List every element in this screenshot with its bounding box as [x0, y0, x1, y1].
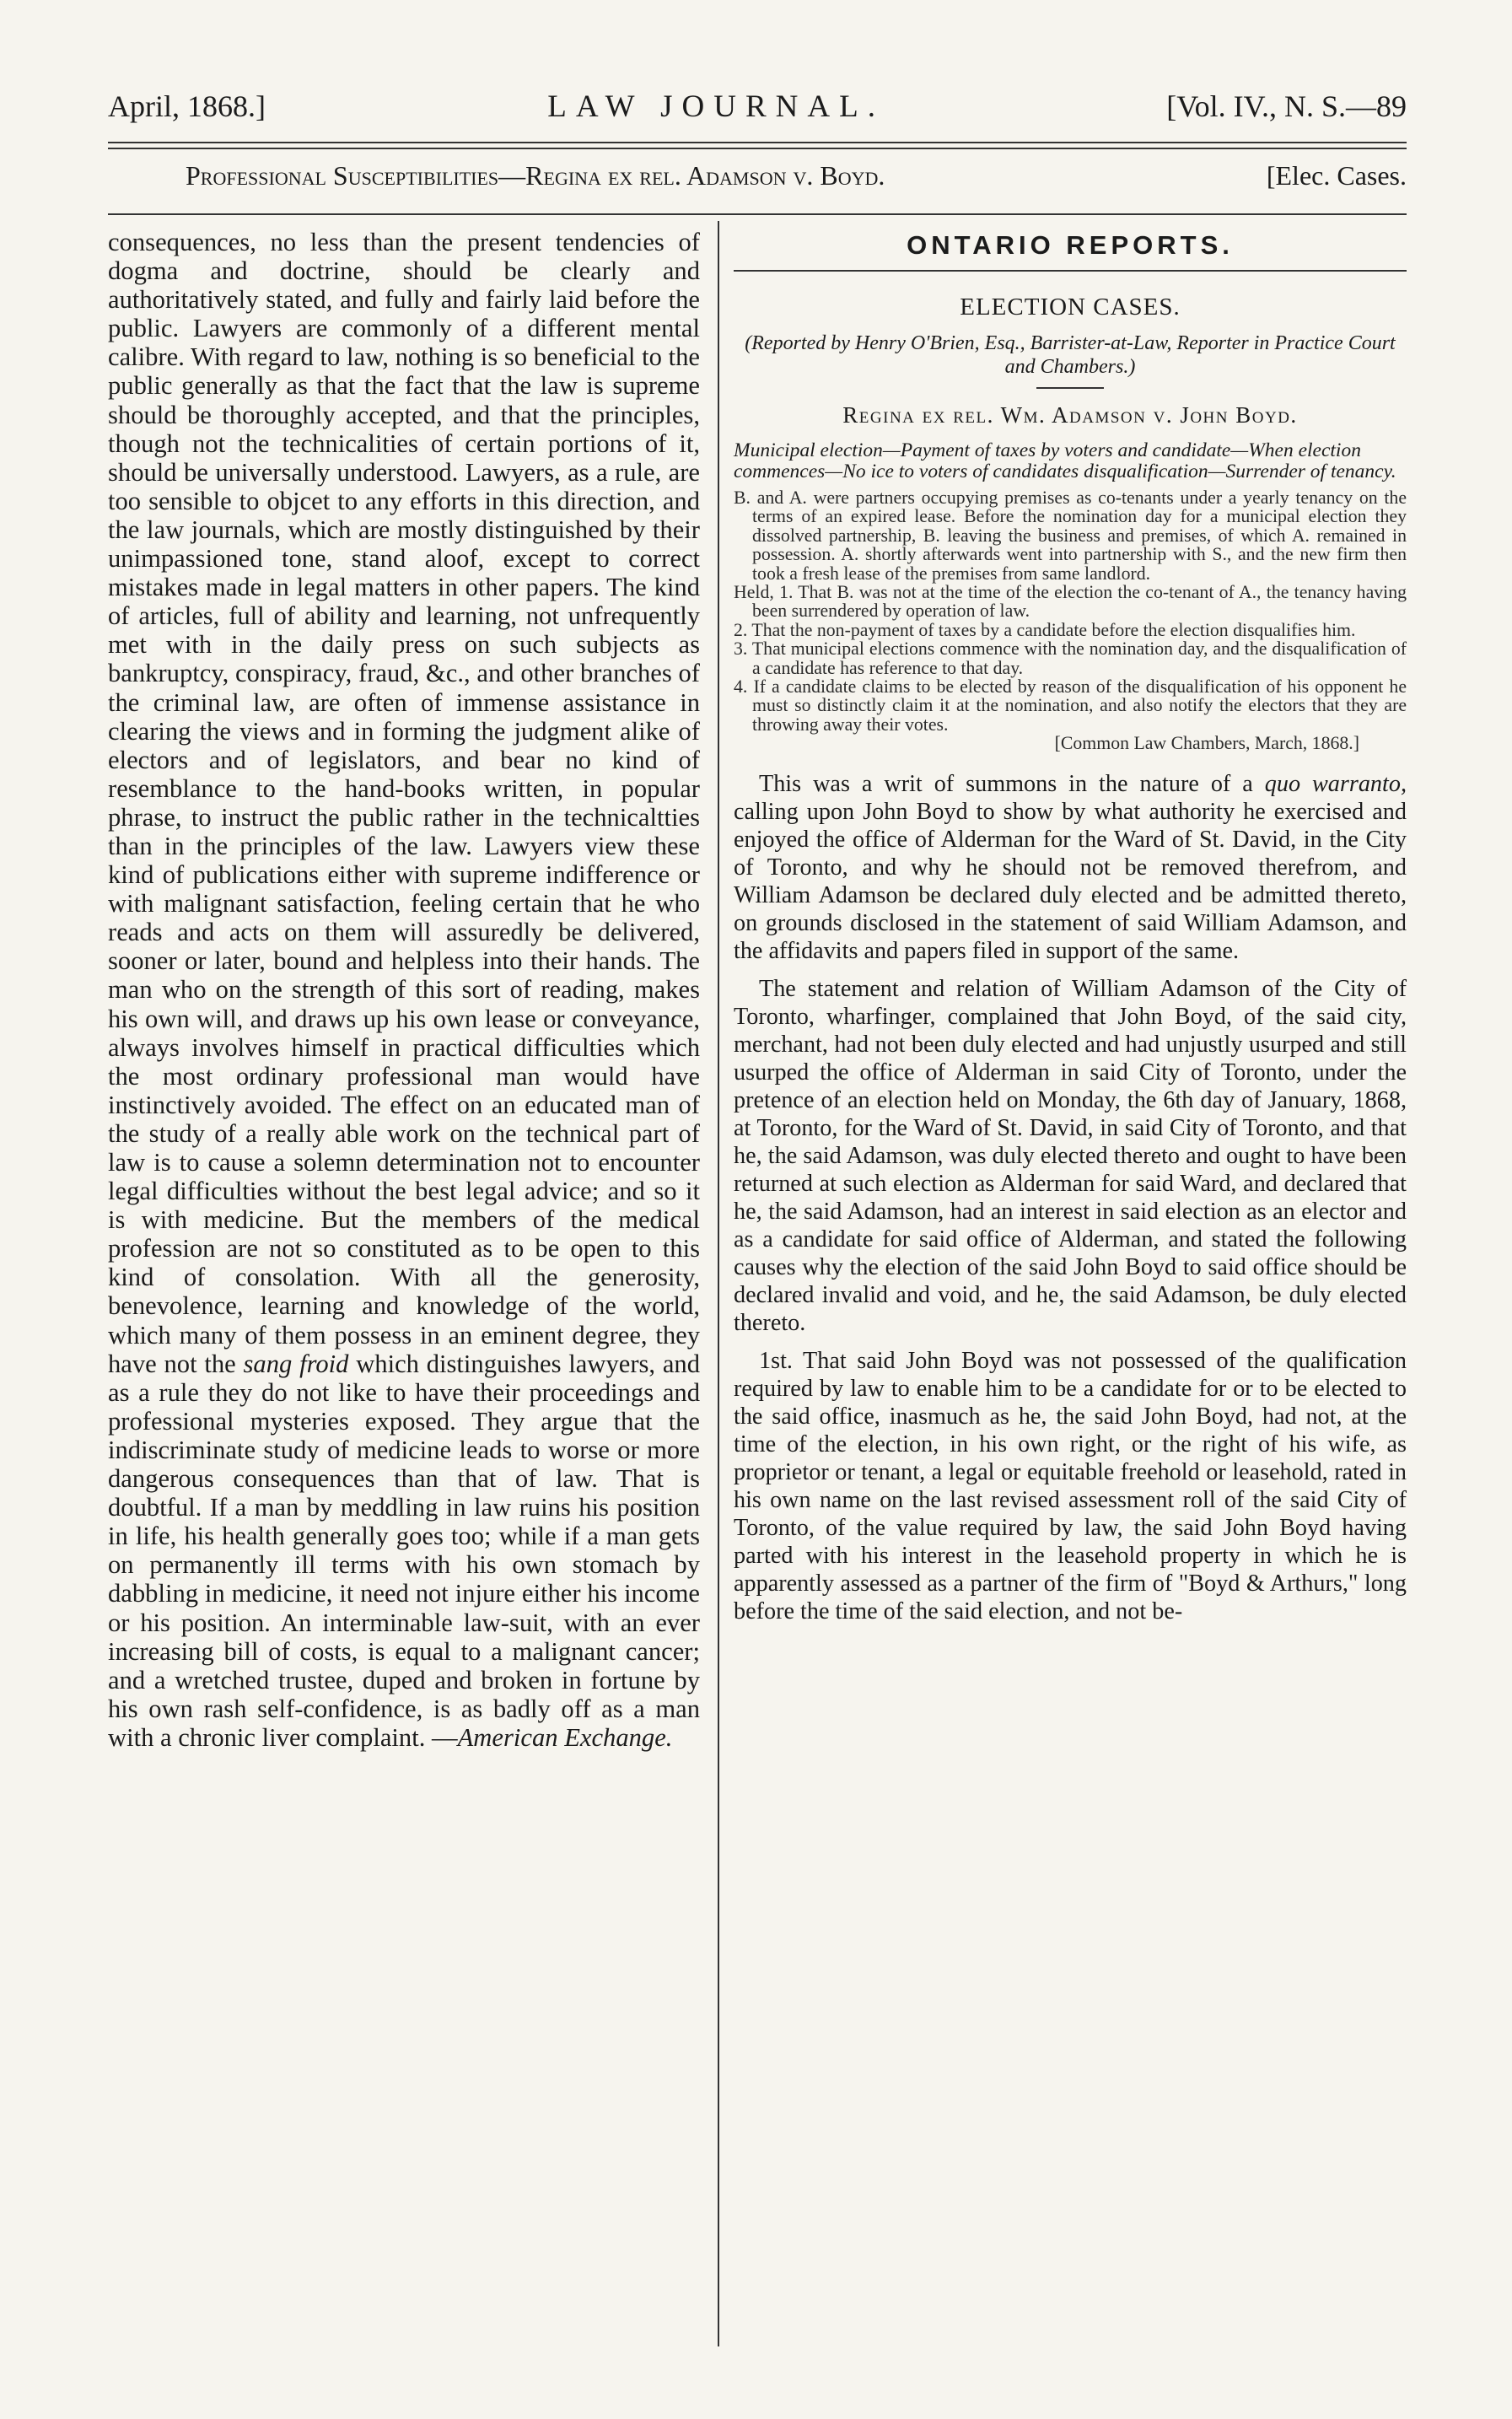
case-headnote: Municipal election—Payment of taxes by voters and candidate—When election commences—No ice to voters of candidates disqualification—Surrender of tenancy.: [734, 439, 1396, 482]
article-source: American Exchange.: [457, 1722, 673, 1752]
case-paragraph: 1st. That said John Boyd was not possessed of the qualification required by law to enable him to be a candidate for or to be elected to the said office, inasmuch as he, the said John Boyd, had not, at the time of the election, in his own right, or the right of his wife, as proprietor or tenant, a legal or equitable freehold or leasehold, rated in his own name on the last revised assessment roll of the said City of Toronto, of the value required by law, the said John Boyd having parted with his interest in the leasehold property in which he is apparently assessed as a partner of the firm of "Boyd & Arthurs," long before the time of the said election, and not be-: [734, 1347, 1407, 1624]
case-paragraph: [734, 770, 1407, 965]
digest-item: B. and A. were partners occupying premises as co-tenants under a yearly tenancy on the terms of an expired lease. Before the nomination day for a municipal election they dissolved partnership, B. leaving the business and premises, of which A. remained in possession. A. shortly afterwards went into partnership with S., and the new firm then took a fresh lease of the premises from same landlord.: [734, 488, 1407, 584]
journal-title: LAW JOURNAL.: [547, 89, 885, 124]
digest-item: 3. That municipal elections commence with the nomination day, and the disqualification of a candidate has reference to that day.: [734, 638, 1407, 678]
page-header: [108, 83, 1407, 130]
left-italic-phrase: sang froid: [243, 1349, 349, 1378]
short-rule: [1036, 387, 1104, 389]
reporter-credit: (Reported by Henry O'Brien, Esq., Barrister-at-Law, Reporter in Practice Court and Chambers.): [745, 332, 1396, 378]
running-title: Professional Susceptibilities—Regina ex rel. Adamson v. Boyd.: [186, 160, 885, 191]
subheader-rule: [108, 213, 1407, 215]
header-date: April, 1868.]: [108, 89, 266, 123]
cases-title: ELECTION CASES.: [960, 294, 1181, 321]
digest-item: 4. If a candidate claims to be elected by reason of the disqualification of his opponent he must so distinctly claim it at the nomination, and also notify the electors that they are throwing away their votes.: [734, 676, 1407, 735]
digest-item: 2. That the non-payment of taxes by a candidate before the election disqualifies him.: [734, 619, 1356, 640]
running-header: [108, 160, 1407, 201]
left-text: consequences, no less than the present tendencies of dogma and doctrine, should be clearly and authoritatively stated, and fully and fairly laid before the public. Lawyers are commonly of a different mental calibre. With regard to law, nothing is so beneficial to the public generally as that the fact that the law is supreme should be thoroughly accepted, and that the principles, though not the technicalities of certain portions of it, should be universally understood. Lawyers, as a rule, are too sensible to objcet to any efforts in this direction, and the law journals, which are mostly distinguished by their unimpassioned tone, stand aloof, except to correct mistakes made in legal matters in other papers. The kind of articles, full of ability and learning, not unfrequently met with in the daily press on such subjects as bankruptcy, conspiracy, fraud, &c., and other branches of the criminal law, are often of immense assistance in clearing the views and in forming the judgment alike of electors and of legislators, and bear no kind of resemblance to the hand-books written, in popular phrase, to instruct the public rather in the technicaltties than in the principles of the law. Lawyers view these kind of publications either with supreme indifference or with malignant satisfaction, feeling certain that he who reads and acts on them will assuredly be delivered, sooner or later, bound and helpless into their hands. The man who on the strength of this sort of reading, makes his own will, and draws up his own lease or conveyance, always involves himself in practical difficulties which the most ordinary professional man would have instinctively avoided. The effect on an educated man of the study of a really able work on the technical part of law is to cause a solemn determination not to encounter legal difficulties without the best legal advice; and so it is with medicine. But the members of the medical profession are not so constituted as to be open to this kind of consolation. With all the generosity, benevolence, learning and knowledge of the world, which many of them possess in an eminent degree, they have not the: [108, 228, 700, 1378]
header-volume: [Vol. IV., N. S.—89: [1166, 89, 1407, 123]
header-rule-bottom: [108, 148, 1407, 149]
case-italic-phrase: quo warranto,: [1264, 770, 1407, 797]
case-citation: [Common Law Chambers, March, 1868.]: [1054, 733, 1359, 754]
case-paragraph: The statement and relation of William Adamson of the City of Toronto, wharfinger, complained that John Boyd, of the said city, merchant, had not been duly elected and had unjustly usurped and still usurped the office of Alderman in said City of Toronto, under the pretence of an election held on Monday, the 6th day of January, 1868, at Toronto, for the Ward of St. David, in said City of Toronto, and that he, the said Adamson, was duly elected thereto and ought to have been returned at such election as Alderman for said Ward, and declared that he, the said Adamson, had an interest in said election as an elector and as a candidate for said office of Alderman, and stated the following causes why the election of the said John Boyd to said office should be declared invalid and void, and he, the said Adamson, be duly elected thereto.: [734, 975, 1407, 1336]
left-text-continued: which distinguishes lawyers, and as a rule they do not like to have their proceedings and professional mysteries exposed. They argue that the indiscriminate study of medicine leads to worse or more dangerous consequences than that of law. That is doubtful. If a man by meddling in law ruins his position in life, his health generally goes too; while if a man gets on permanently ill terms with his own stomach by dabbling in medicine, it need not injure either his income or his position. An interminable law-suit, with an ever increasing bill of costs, is equal to a malignant cancer; and a wretched trustee, duped and broken in fortune by his own rash self-confidence, is as badly off as a man with a chronic liver complaint. —: [108, 1349, 700, 1752]
digest-item: Held, 1. That B. was not at the time of the election the co-tenant of A., the tenancy having been surrendered by operation of law.: [734, 582, 1407, 622]
right-column: [734, 226, 1407, 1635]
reports-title: ONTARIO REPORTS.: [907, 230, 1234, 260]
case-paragraph-text: This was a writ of summons in the nature of a: [759, 770, 1253, 797]
case-body: [734, 770, 1407, 1625]
left-column-paragraph: [108, 228, 700, 1752]
column-divider: [718, 221, 719, 2346]
section-label: [Elec. Cases.: [1266, 160, 1407, 191]
case-digest: [734, 488, 1407, 753]
reports-rule: [734, 270, 1407, 272]
case-title: Regina ex rel. Wm. Adamson v. John Boyd.: [842, 402, 1298, 428]
left-column: [108, 228, 700, 1752]
case-paragraph-text-continued: calling upon John Boyd to show by what authority he exercised and enjoyed the office of Alderman for the Ward of St. David, in the City of Toronto, and why he should not be removed therefrom, and William Adamson be declared duly elected and be admitted thereto, on grounds disclosed in the statement of said William Adamson, and the affidavits and papers filed in support of the same.: [734, 798, 1407, 964]
header-rule-top: [108, 142, 1407, 143]
